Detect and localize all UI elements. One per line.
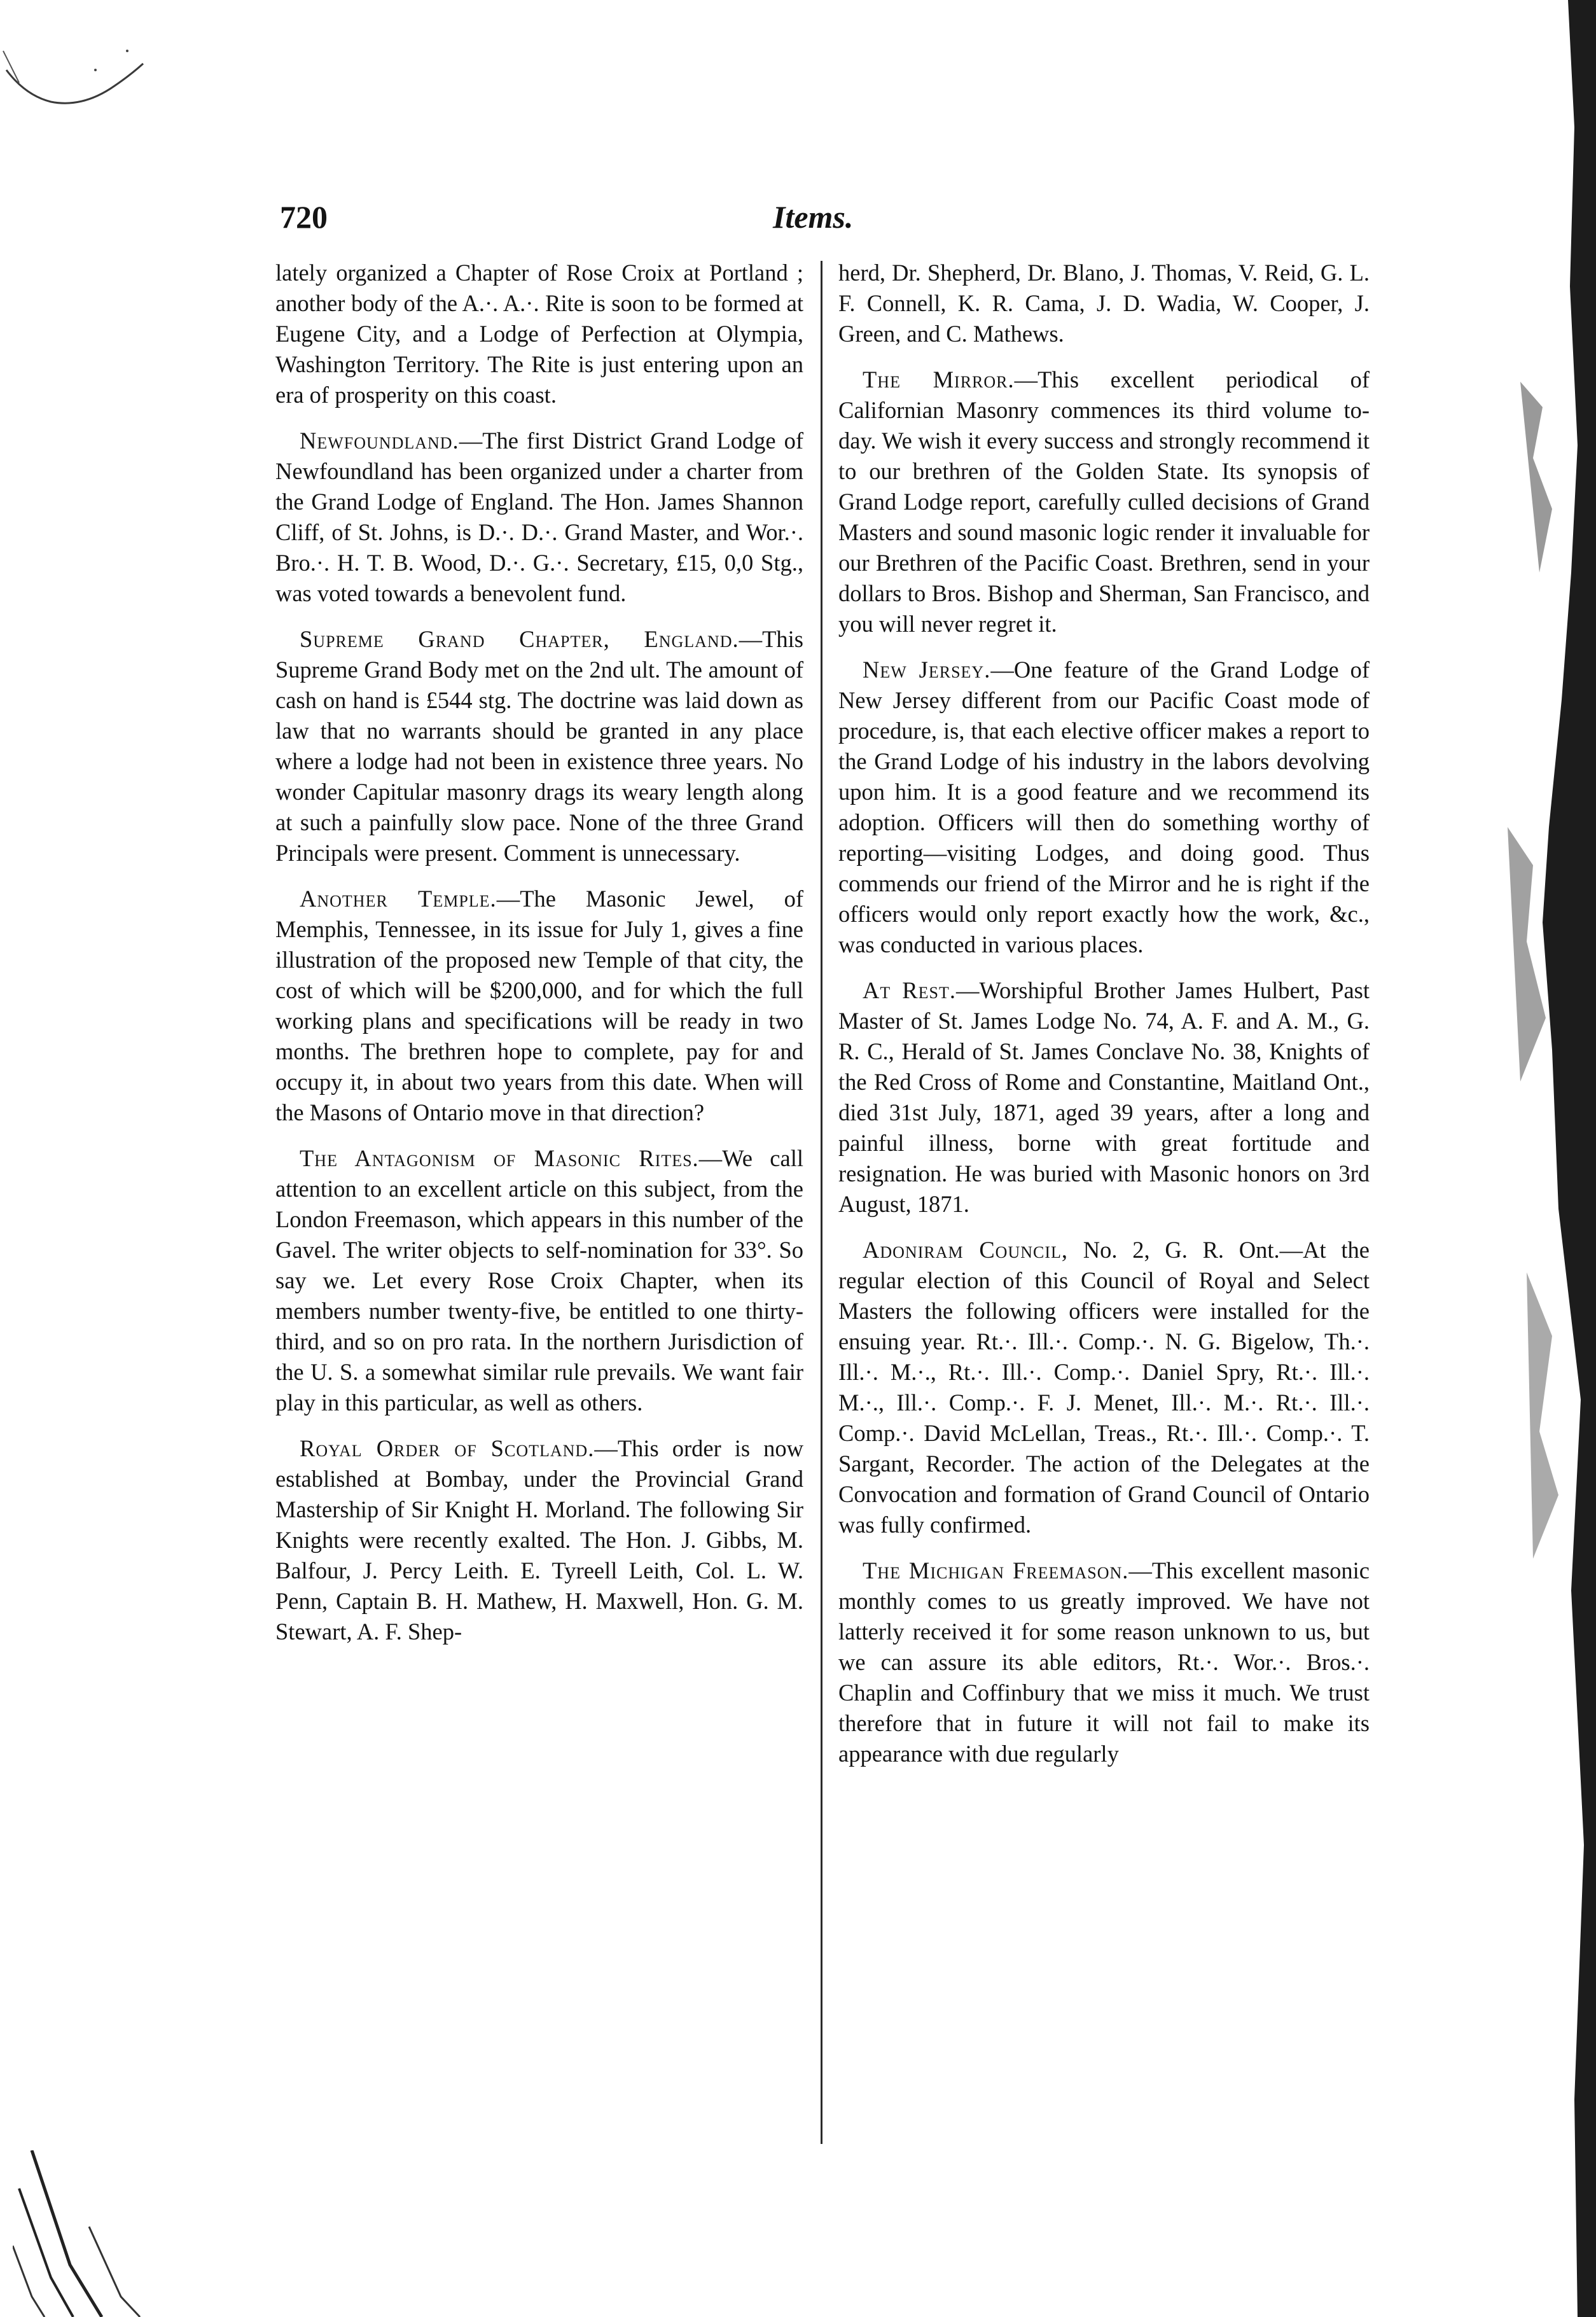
item-text: —This excellent periodical of Californian Masonry commences its third volume to-day. We wish it every success and strongly recommend it to our brethren of the Golden State. Its synopsis of Grand Lodge report, carefully culled decisions of Grand Masters and sound masonic logic render it invaluable for our Brethren of the Pacific Coast. Brethren, send in your dollars to Bros. Bishop and Sherman, San Francisco, and you will never regret it. (838, 366, 1370, 637)
column-divider (821, 261, 822, 2144)
item-text: —This Supreme Grand Body met on the 2nd ult. The amount of cash on hand is £544 stg. The doctrine was laid down as law that no warrants should be granted in any place where a lodge had not been in existence three years. No wonder Capitular masonry drags its weary length along at such a painfully slow pace. None of the three Grand Principals were present. Comment is unnecessary. (275, 626, 803, 866)
scan-mark-bottom-left (13, 2150, 153, 2317)
item-supreme-grand-chapter (275, 624, 803, 868)
item-title: Royal Order of Scotland. (300, 1435, 595, 1461)
left-column (275, 258, 803, 1662)
right-column (838, 258, 1370, 1785)
item-continued (275, 258, 803, 410)
item-text: —This excellent masonic monthly comes to us greatly improved. We have not latterly received it for some reason unknown to us, but we can assure its able editors, Rt.·. Wor.·. Bros.·. Chaplin and Coffinbury that we miss it much. We trust therefore that in future it will not fail to make its appearance with due regularly (838, 1557, 1370, 1767)
item-adoniram-council (838, 1235, 1370, 1540)
item-michigan-freemason (838, 1555, 1370, 1769)
item-royal-order-of-scotland (275, 1433, 803, 1647)
item-title: At Rest. (863, 977, 956, 1003)
item-title: Supreme Grand Chapter, England. (300, 626, 739, 652)
item-antagonism-of-masonic-rites (275, 1143, 803, 1418)
item-text: —Worshipful Brother James Hulbert, Past Master of St. James Lodge No. 74, A. F. and A. M., G. R. C., Herald of St. James Conclave No. 38, Knights of the Red Cross of Rome and Constantine, Maitland Ont., died 31st July, 1871, aged 39 years, after a long and painful illness, borne with great fortitude and resignation. He was buried with Masonic honors on 3rd August, 1871. (838, 977, 1370, 1217)
item-title: New Jersey. (863, 657, 991, 683)
item-text: lately organized a Chapter of Rose Croix at Portland ; another body of the A.·. A.·. Rite is soon to be formed at Eugene City, and a Lodge of Perfection at Olympia, Washington Territory. The Rite is just entering upon an era of prosperity on this coast. (275, 260, 803, 408)
item-the-mirror (838, 365, 1370, 639)
item-text: No. 2, G. R. Ont.—At the regular election of this Council of Royal and Select Masters the following officers were installed for the ensuing year. Rt.·. Ill.·. Comp.·. N. G. Bigelow, Th.·. Ill.·. M.·., Rt.·. Ill.·. Comp.·. Daniel Spry, Rt.·. Ill.·. M.·., Ill.·. Comp.·. F. J. Menet, Ill.·. M.·. Rt.·. Ill.·. Comp.·. David McLellan, Treas., Rt.·. Ill.·. Comp.·. T. Sargant, Recorder. The action of the Delegates at the Convocation and formation of Grand Council of Ontario was fully confirmed. (838, 1237, 1370, 1538)
item-title: The Mirror. (863, 366, 1015, 393)
item-title: The Michigan Freemason. (863, 1557, 1129, 1583)
item-text: —This order is now established at Bombay, under the Provincial Grand Mastership of Sir Knight H. Morland. The following Sir Knights were recently exalted. The Hon. J. Gibbs, M. Balfour, J. Percy Leith. E. Tyreell Leith, Col. L. W. Penn, Captain B. H. Mathew, H. Maxwell, Hon. G. M. Stewart, A. F. Shep- (275, 1435, 804, 1645)
page-number: 720 (280, 199, 328, 235)
item-title: The Antagonism of Masonic Rites. (300, 1145, 699, 1171)
item-title: Newfoundland. (300, 428, 459, 454)
item-text: —We call attention to an excellent article on this subject, from the London Freemason, which appears in this number of the Gavel. The writer objects to self-nomination for 33°. So say we. Let every Rose Croix Chapter, when its members number twenty-five, be entitled to one thirty-third, and so on pro rata. In the northern Jurisdiction of the U. S. a somewhat similar rule prevails. We want fair play in this particular, as well as others. (275, 1145, 803, 1416)
scan-mark-top-left (0, 25, 146, 121)
item-at-rest (838, 975, 1370, 1220)
item-title: Adoniram Council, (863, 1237, 1069, 1263)
item-continued (838, 258, 1370, 349)
scan-edge-damage-right (1482, 0, 1596, 2317)
item-text: herd, Dr. Shepherd, Dr. Blano, J. Thomas, V. Reid, G. L. F. Connell, K. R. Cama, J. D. Wadia, W. Cooper, J. Green, and C. Mathews. (838, 260, 1370, 347)
item-text: —The first District Grand Lodge of Newfoundland has been organized under a charter from the Grand Lodge of England. The Hon. James Shannon Cliff, of St. Johns, is D.·. D.·. Grand Master, and Wor.·. Bro.·. H. T. B. Wood, D.·. G.·. Secretary, £15, 0,0 Stg., was voted towards a benevolent fund. (275, 428, 803, 606)
item-another-temple (275, 884, 803, 1128)
item-newfoundland (275, 426, 803, 609)
item-text: —The Masonic Jewel, of Memphis, Tennessee, in its issue for July 1, gives a fine illustration of the proposed new Temple of that city, the cost of which will be $200,000, and for which the full working plans and specifications will be ready in two months. The brethren hope to complete, pay for and occupy it, in about two years from this date. When will the Masons of Ontario move in that direction? (275, 886, 803, 1125)
item-title: Another Temple. (300, 886, 497, 912)
item-new-jersey (838, 655, 1370, 960)
running-head: Items. (773, 199, 854, 235)
item-text: —One feature of the Grand Lodge of New Jersey different from our Pacific Coast mode of procedure, is, that each elective officer makes a report to the Grand Lodge of his industry in the labors devolving upon him. It is a good feature and we recommend its adoption. Officers will then do something worthy of reporting—visiting Lodges, and doing good. Thus commends our friend of the Mirror and he is right if the officers would only report exactly how the work, &c., was conducted in various places. (838, 657, 1370, 957)
